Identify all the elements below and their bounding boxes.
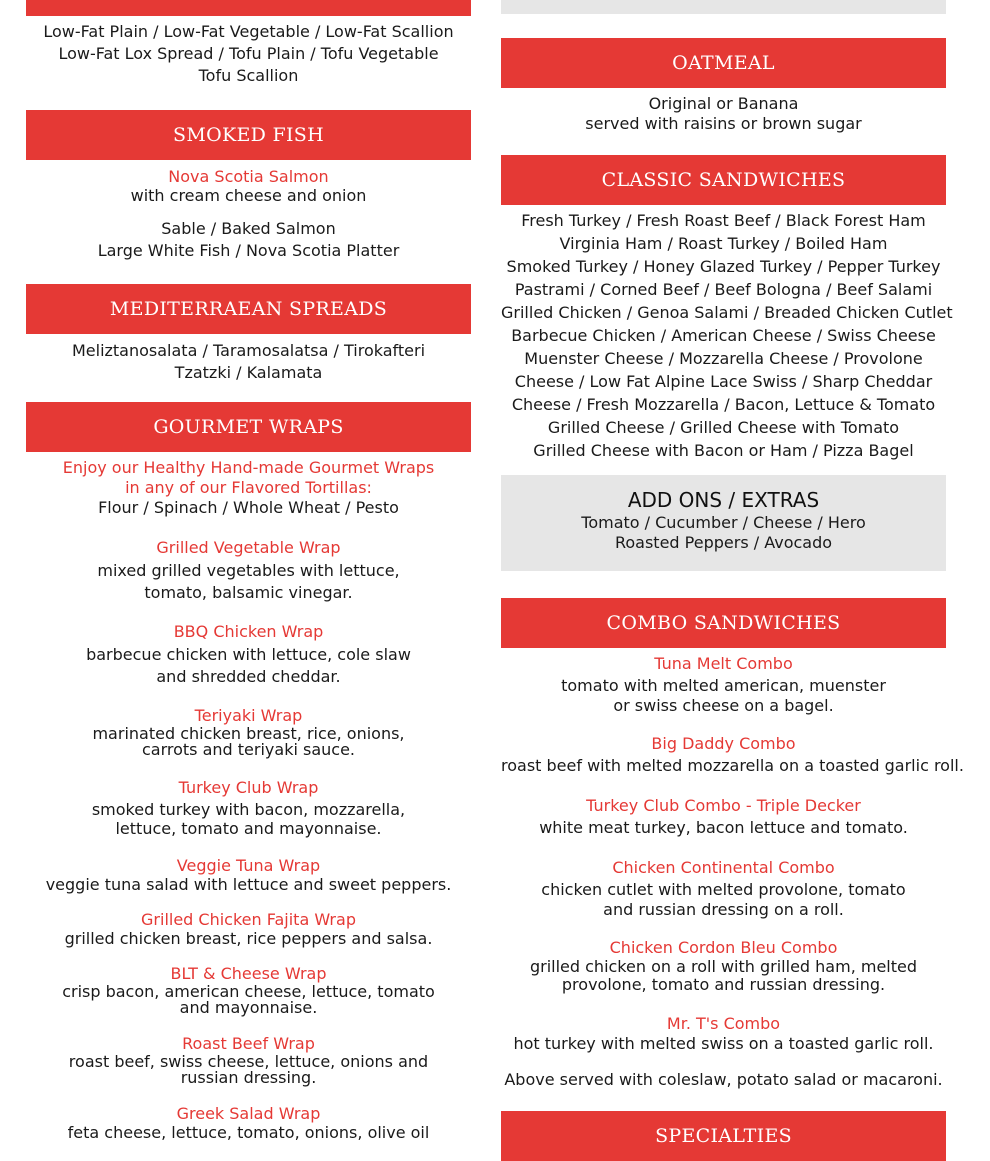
smoked-fish-item-desc: with cream cheese and onion: [130, 186, 367, 205]
wrap-item-name: BLT & Cheese Wrap: [170, 964, 327, 983]
wraps-intro-1: Enjoy our Healthy Hand-made Gourmet Wraps: [62, 458, 435, 477]
classic-line: Grilled Chicken / Genoa Salami / Breaded Chicken Cutlet: [501, 303, 953, 322]
wrap-item-desc: grilled chicken breast, rice peppers and salsa.: [64, 929, 433, 948]
classic-sandwiches-header: CLASSIC SANDWICHES: [501, 155, 946, 205]
mediterranean-header: MEDITERRAEAN SPREADS: [26, 284, 471, 334]
combo-item-name: Mr. T's Combo: [666, 1014, 781, 1033]
combo-sandwiches-header: COMBO SANDWICHES: [501, 598, 946, 648]
add-ons-line-1: Tomato / Cucumber / Cheese / Hero: [581, 513, 866, 532]
combo-item-name: Chicken Cordon Bleu Combo: [609, 938, 838, 957]
specialties-header: SPECIALTIES: [501, 1111, 946, 1161]
add-ons-title: ADD ONS / EXTRAS: [627, 488, 820, 512]
wrap-item-desc: roast beef, swiss cheese, lettuce, onions and russian dressing.: [68, 1052, 429, 1087]
combo-item-desc: white meat turkey, bacon lettuce and tomato.: [539, 818, 908, 837]
combo-item-name: Tuna Melt Combo: [654, 654, 793, 673]
wrap-item-desc: barbecue chicken with lettuce, cole slaw and shredded cheddar.: [86, 645, 411, 686]
classic-line: Fresh Turkey / Fresh Roast Beef / Black Forest Ham: [521, 211, 926, 230]
wrap-item-name: Teriyaki Wrap: [194, 706, 303, 725]
wrap-item-name: Roast Beef Wrap: [182, 1034, 315, 1053]
smoked-fish-line-1: Sable / Baked Salmon: [161, 219, 336, 238]
wrap-item-desc: feta cheese, lettuce, tomato, onions, olive oil: [67, 1123, 430, 1142]
mediterranean-line-1: Meliztanosalata / Taramosalatsa / Tirokafteri: [71, 341, 426, 360]
combo-item-name: Big Daddy Combo: [651, 734, 796, 753]
mediterranean-line-2: Tzatzki / Kalamata: [174, 363, 323, 382]
combo-item-desc: grilled chicken on a roll with grilled ham, melted provolone, tomato and russian dressing.: [529, 957, 918, 994]
wrap-item-name: Grilled Vegetable Wrap: [156, 538, 341, 557]
wrap-item-desc: mixed grilled vegetables with lettuce, tomato, balsamic vinegar.: [97, 561, 400, 602]
add-ons-line-2: Roasted Peppers / Avocado: [614, 533, 833, 552]
smoked-fish-item-name: Nova Scotia Salmon: [168, 167, 329, 186]
classic-line: Pastrami / Corned Beef / Beef Bologna / Beef Salami: [514, 280, 933, 299]
spreads-line-2: Low-Fat Lox Spread / Tofu Plain / Tofu Vegetable: [58, 44, 439, 63]
wrap-item-desc: crisp bacon, american cheese, lettuce, tomato and mayonnaise.: [62, 982, 435, 1017]
wrap-item-name: Greek Salad Wrap: [176, 1104, 321, 1123]
wrap-item-name: Grilled Chicken Fajita Wrap: [141, 910, 356, 929]
wrap-item-desc: smoked turkey with bacon, mozzarella, lettuce, tomato and mayonnaise.: [91, 800, 406, 838]
gourmet-wraps-header: GOURMET WRAPS: [26, 402, 471, 452]
combo-item-name: Turkey Club Combo - Triple Decker: [586, 796, 861, 815]
wrap-item-name: Veggie Tuna Wrap: [176, 856, 321, 875]
wraps-intro-2: in any of our Flavored Tortillas:: [125, 478, 372, 497]
classic-line: Barbecue Chicken / American Cheese / Swiss Cheese: [511, 326, 936, 345]
wrap-item-name: Turkey Club Wrap: [178, 778, 319, 797]
oatmeal-header: OATMEAL: [501, 38, 946, 88]
oatmeal-line-1: Original or Banana: [648, 94, 799, 113]
wrap-item-desc: marinated chicken breast, rice, onions, carrots and teriyaki sauce.: [92, 724, 405, 759]
combo-item-desc: chicken cutlet with melted provolone, tomato and russian dressing on a roll.: [541, 880, 906, 919]
classic-line: Smoked Turkey / Honey Glazed Turkey / Pepper Turkey: [506, 257, 941, 276]
oatmeal-line-2: served with raisins or brown sugar: [585, 114, 862, 133]
classic-line: Muenster Cheese / Mozzarella Cheese / Provolone: [524, 349, 923, 368]
classic-line: Grilled Cheese / Grilled Cheese with Tomato: [547, 418, 900, 437]
cream-cheese-header-bar: [26, 0, 471, 16]
spreads-line-3: Tofu Scallion: [198, 66, 299, 85]
combo-item-desc: roast beef with melted mozzarella on a toasted garlic roll.: [501, 756, 964, 775]
wrap-item-desc: veggie tuna salad with lettuce and sweet peppers.: [45, 875, 452, 894]
smoked-fish-line-2: Large White Fish / Nova Scotia Platter: [97, 241, 400, 260]
classic-line: Grilled Cheese with Bacon or Ham / Pizza Bagel: [533, 441, 914, 460]
wrap-item-name: BBQ Chicken Wrap: [173, 622, 324, 641]
combo-item-desc: tomato with melted american, muenster or swiss cheese on a bagel.: [561, 676, 886, 715]
combo-footer-note: Above served with coleslaw, potato salad or macaroni.: [504, 1070, 943, 1089]
combo-item-name: Chicken Continental Combo: [612, 858, 835, 877]
wraps-tortillas: Flour / Spinach / Whole Wheat / Pesto: [98, 498, 399, 517]
combo-item-desc: hot turkey with melted swiss on a toasted garlic roll.: [513, 1034, 934, 1053]
classic-line: Virginia Ham / Roast Turkey / Boiled Ham: [559, 234, 888, 253]
top-grey-panel: [501, 0, 946, 14]
classic-line: Cheese / Fresh Mozzarella / Bacon, Lettuce & Tomato: [511, 395, 936, 414]
smoked-fish-header: SMOKED FISH: [26, 110, 471, 160]
spreads-line-1: Low-Fat Plain / Low-Fat Vegetable / Low-Fat Scallion: [43, 22, 454, 41]
classic-line: Cheese / Low Fat Alpine Lace Swiss / Sharp Cheddar: [514, 372, 933, 391]
